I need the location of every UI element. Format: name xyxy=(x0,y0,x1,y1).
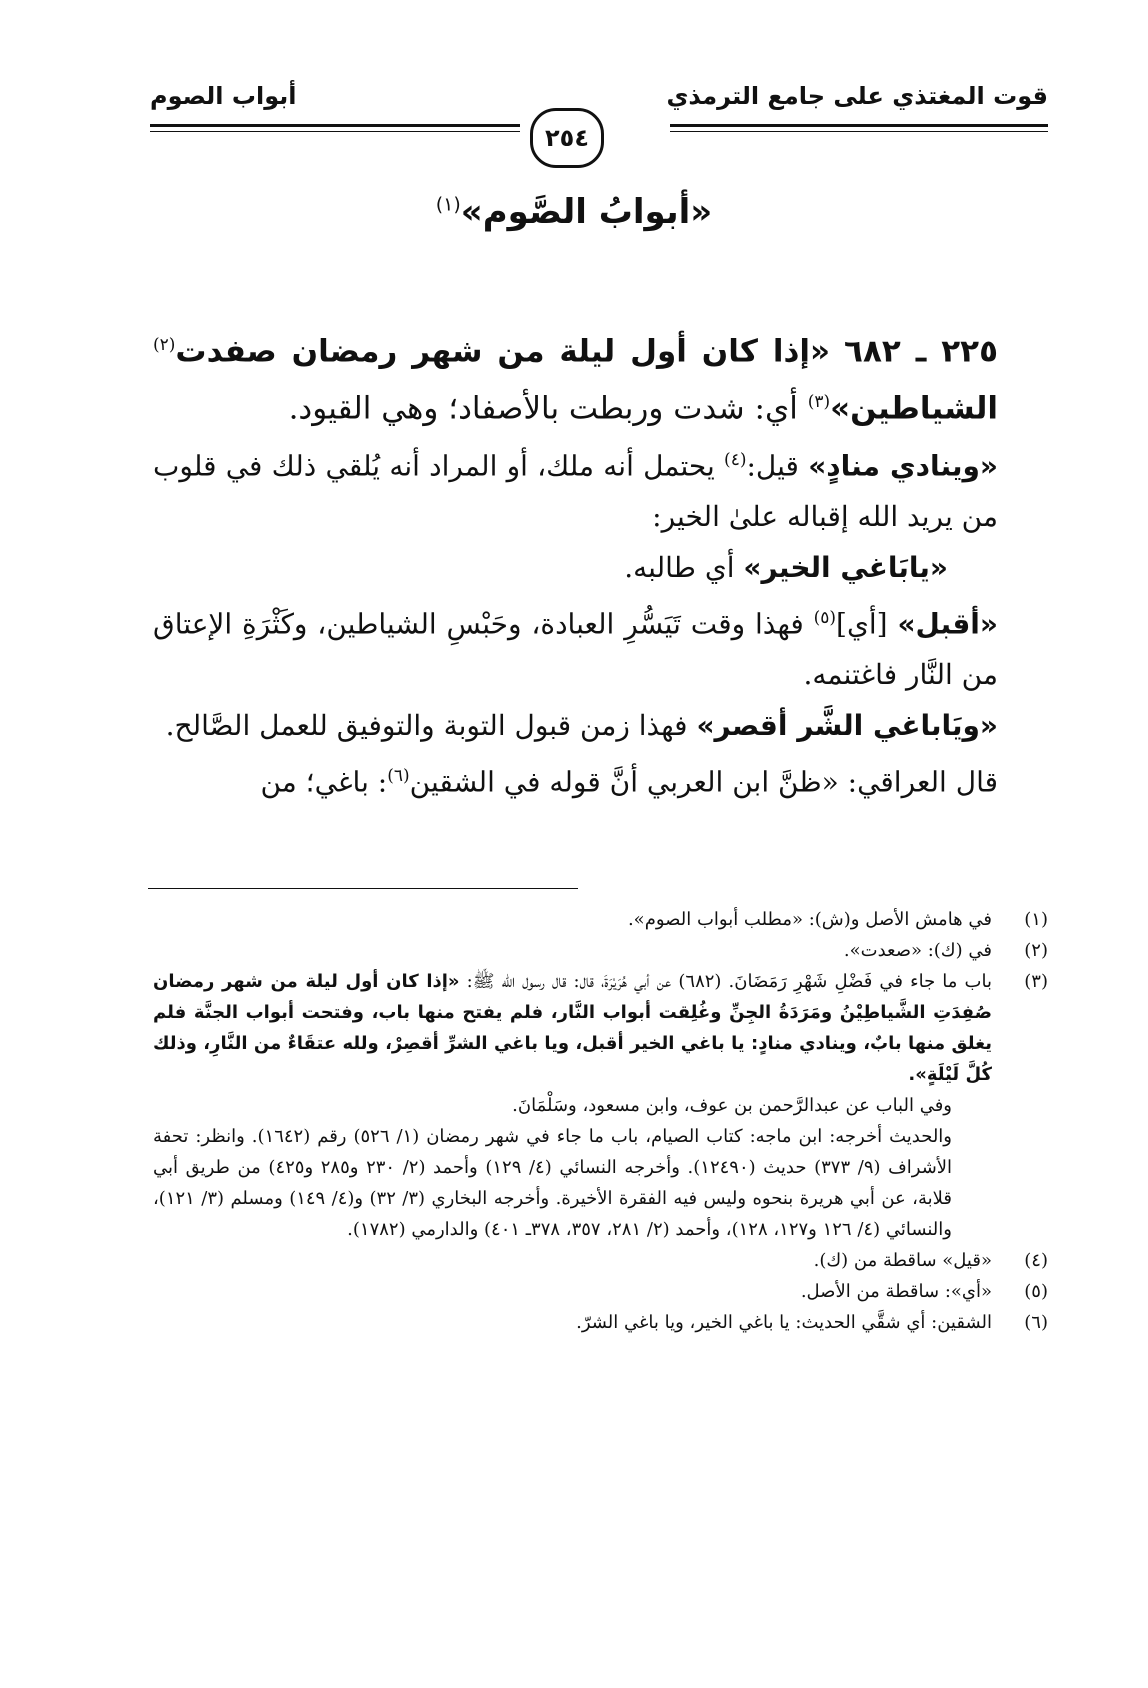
main-text xyxy=(153,320,1048,808)
footnote-text: في (ك): «صعدت». xyxy=(843,940,992,961)
footnote-5 xyxy=(153,1276,1048,1307)
footnote-6 xyxy=(153,1307,1048,1338)
footnote-number: (٣) xyxy=(1024,971,1048,992)
quoted-phrase: «يابَاغي الخير» xyxy=(743,550,948,584)
footnote-4 xyxy=(153,1245,1048,1276)
footnote-number: (١) xyxy=(1024,909,1048,930)
footnote-number: (٤) xyxy=(1024,1250,1048,1271)
paragraph-munadi xyxy=(153,435,1048,542)
chapter-footnote-ref: (١) xyxy=(435,193,461,216)
hadith-number: ٢٢٥ ـ ٦٨٢ xyxy=(844,333,998,370)
footnote-hadith-text: «إذا كان أول ليلة من شهر رمضان صُفِدَتِ الشَّياطِيْنُ ومَرَدَةُ الجِنِّ وغُلِقت أبواب النَّار، فلم يفتح منها باب، وفتحت أبواب الجنَّة فلم يغلق منها بابٌ، وينادي منادٍ: يا باغي الخير أقبل، ويا باغي الشرِّ أقصِرْ، ولله عتقَاءٌ من النَّارِ، وذلك كُلَّ لَيْلَةٍ». xyxy=(153,971,992,1085)
footnote-number: (٦) xyxy=(1024,1312,1048,1333)
footnote-number: (٢) xyxy=(1024,940,1048,961)
footnote-ref-3: (٣) xyxy=(807,392,831,413)
commentary-text: [أي] xyxy=(836,607,898,641)
footnote-text: الشقين: أي شقَّي الحديث: يا باغي الخير، ويا باغي الشرّ. xyxy=(576,1312,992,1333)
hadith-quote-end: الشياطين» xyxy=(830,390,998,427)
footnote-text: في هامش الأصل و(ش): «مطلب أبواب الصوم». xyxy=(627,909,992,930)
paragraph-aqbil xyxy=(153,593,1048,700)
chapter-title xyxy=(0,192,1148,232)
footnote-text: «قيل» ساقطة من (ك). xyxy=(813,1250,992,1271)
footnote-separator xyxy=(148,888,578,889)
footnote-ref-2: (٢) xyxy=(153,335,176,355)
chapter-title-text: «أبوابُ الصَّوم» xyxy=(460,192,713,232)
footnote-1 xyxy=(153,904,1048,935)
quoted-phrase: «أقبل» xyxy=(897,607,998,641)
commentary-text: : باغي؛ من xyxy=(260,765,388,799)
footnote-ref-6: (٦) xyxy=(387,766,410,787)
footnote-text: والحديث أخرجه: ابن ماجه: كتاب الصيام، باب ما جاء في شهر رمضان (١/ ٥٢٦) رقم (١٦٤٢). وانظر: تحفة الأشراف (٩/ ٣٧٣) حديث (١٢٤٩٠). وأخرجه النسائي (٤/ ١٢٩) وأحمد (٢/ ٢٣٠ و٢٨٥ و٤٢٥) من طريق أبي قلابة، عن أبي هريرة بنحوه وليس فيه الفقرة الأخيرة. وأخرجه البخاري (٣/ ٣٢) و(٤/ ١٤٩) ومسلم (٣/ ١٢١)، والنسائي (٤/ ١٢٦ و١٢٧، ١٢٨)، وأحمد (٢/ ٢٨١، ٣٥٧، ٣٧٨ـ ٤٠١) والدارمي (١٧٨٢). xyxy=(153,1126,953,1240)
running-header-book-title: قوت المغتذي على جامع الترمذي xyxy=(666,82,1048,110)
quoted-phrase: «وينادي منادٍ» xyxy=(808,448,998,482)
commentary-text: قال العراقي: «ظنَّ ابن العربي أنَّ قوله في الشقين xyxy=(409,765,998,799)
commentary-text: فهذا زمن قبول التوبة والتوفيق للعمل الصَّالح. xyxy=(165,709,697,743)
paragraph-baghi-khayr xyxy=(153,542,1048,593)
footnote-2 xyxy=(153,935,1048,966)
commentary-text: قيل: xyxy=(746,448,809,482)
commentary-text: فهذا وقت تَيَسُّرِ العبادة، وحَبْسِ الشياطين، وكَثْرَةِ الإعتاق من النَّار فاغتنمه. xyxy=(153,607,998,692)
commentary-text: أي طالبه. xyxy=(624,550,744,584)
footnote-ref-5: (٥) xyxy=(813,607,837,628)
quoted-phrase: «ويَاباغي الشَّر أقصر» xyxy=(696,709,998,743)
paragraph-hadith-682 xyxy=(153,320,1048,435)
footnote-text: وفي الباب عن عبدالرَّحمن بن عوف، وابن مسعود، وسَلْمَانَ. xyxy=(512,1095,952,1116)
footnote-text: «أي»: ساقطة من الأصل. xyxy=(800,1281,992,1302)
paragraph-iraqi xyxy=(153,751,1048,807)
footnote-ref-4: (٤) xyxy=(724,449,747,470)
footnote-3 xyxy=(153,966,1048,1245)
commentary-text: أي: شدت وربطت بالأصفاد؛ وهي القيود. xyxy=(288,390,808,427)
footnote-text: باب ما جاء في فَضْلِ شَهْرِ رَمَضَانَ. (٦٨٢) عن أبي هُرَيْرَةَ، قال: قال رسول الله ﷺ: xyxy=(459,971,992,992)
footnotes xyxy=(153,904,1048,1338)
paragraph-aqsir xyxy=(153,700,1048,751)
header-rule-left xyxy=(150,124,520,132)
commentary-text: يحتمل أنه ملك، أو المراد أنه يُلقي ذلك في قلوب من يريد الله إقباله علىٰ الخير: xyxy=(153,448,998,533)
footnote-number: (٥) xyxy=(1024,1281,1048,1302)
page-number: ٢٥٤ xyxy=(530,108,604,168)
hadith-quote: «إذا كان أول ليلة من شهر رمضان صفدت xyxy=(175,333,831,370)
header-rule-right xyxy=(670,124,1048,132)
running-header-section-title: أبواب الصوم xyxy=(150,82,297,110)
